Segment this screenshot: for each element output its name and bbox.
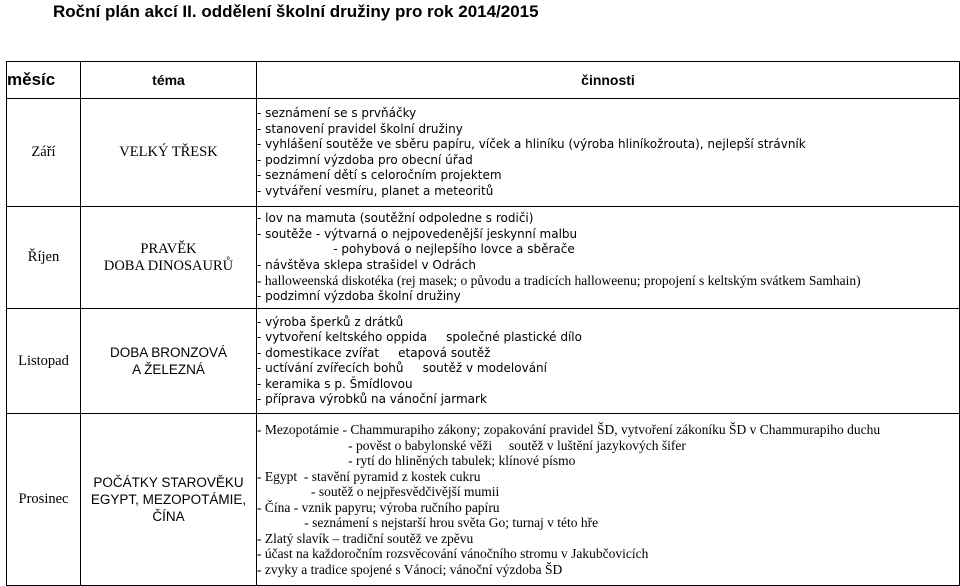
- table-row: [7, 414, 960, 586]
- activity-line: - domestikace zvířat etapová soutěž: [257, 345, 491, 360]
- activity-line: - Čína - vznik papyru; výroba ručního papíru: [257, 499, 500, 515]
- theme-line: PRAVĚK: [140, 240, 197, 257]
- activity-line: - podzimní výzdoba školní družiny: [257, 288, 461, 303]
- theme-cell: [81, 207, 257, 309]
- activity-line: - zvyky a tradice spojené s Vánoci; vánoční výzdoba ŠD: [257, 561, 563, 577]
- header-theme: téma: [81, 62, 257, 99]
- activity-line: - vyhlášení soutěže ve sběru papíru, víček a hliníku (výroba hliníkožrouta), nejlepší strávník: [257, 137, 806, 151]
- header-month: měsíc: [7, 62, 81, 99]
- theme-line: A ŽELEZNÁ: [132, 362, 205, 377]
- theme-line: POČÁTKY STAROVĚKU: [93, 475, 244, 490]
- activity-line: - Egypt - stavění pyramid z kostek cukru: [257, 468, 481, 484]
- table-row: [7, 207, 960, 309]
- activity-line: - Mezopotámie - Chammurapiho zákony; zopakování pravidel ŠD, vytvoření zákoníku ŠD v Chammurapiho duchu: [257, 422, 881, 437]
- theme-cell: [81, 99, 257, 207]
- plan-table: [6, 61, 960, 586]
- activity-line: - stanovení pravidel školní družiny: [257, 121, 463, 136]
- activity-line: - vytvoření keltského oppida společné plastické dílo: [257, 330, 582, 344]
- activity-line: - seznámení se s prvňáčky: [257, 106, 417, 120]
- activity-line: - vytváření vesmíru, planet a meteoritů: [257, 183, 494, 198]
- theme-line: EGYPT, MEZOPOTÁMIE,: [90, 492, 247, 507]
- header-activities: činnosti: [257, 62, 960, 99]
- activities-cell: [257, 309, 960, 414]
- month-cell: Říjen: [7, 207, 81, 309]
- activities-cell: [257, 414, 960, 586]
- activities-cell: [257, 207, 960, 309]
- table-row: [7, 99, 960, 207]
- month-cell: Prosinec: [7, 414, 81, 586]
- activity-line: - návštěva sklepa strašidel v Odrách: [257, 257, 476, 272]
- activity-line: - soutěž o nejpřesvědčivější mumii: [257, 484, 500, 499]
- activity-line: - účast na každoročním rozsvěcování vánočního stromu v Jakubčovicích: [257, 546, 649, 561]
- theme-line: ČÍNA: [152, 509, 185, 524]
- activity-line: - výroba šperků z drátků: [257, 314, 404, 329]
- month-cell: Listopad: [7, 309, 81, 414]
- month-cell: Září: [7, 99, 81, 207]
- activity-line: - soutěže - výtvarná o nejpovedenější jeskynní malbu: [257, 226, 578, 241]
- page-title: Roční plán akcí II. oddělení školní družiny pro rok 2014/2015: [53, 2, 539, 21]
- activity-line: - rytí do hliněných tabulek; klínové písmo: [257, 453, 576, 468]
- activity-line: - Zlatý slavík – tradiční soutěž ve zpěvu: [257, 530, 474, 546]
- theme-line: DOBA DINOSAURŮ: [103, 257, 234, 274]
- activity-line: - podzimní výzdoba pro obecní úřad: [257, 152, 473, 167]
- activity-line: - halloweenská diskotéka (rej masek; o původu a tradicích halloweenu; propojení s keltským svátkem Samhain): [257, 273, 861, 288]
- activity-line: - uctívání zvířecích bohů soutěž v modelování: [257, 361, 547, 375]
- table-row: [7, 309, 960, 414]
- theme-cell: [81, 309, 257, 414]
- theme-line: DOBA BRONZOVÁ: [109, 345, 228, 360]
- activity-line: - pohybová o nejlepšího lovce a sběrače: [257, 242, 575, 256]
- activities-cell: [257, 99, 960, 207]
- activity-line: - lov na mamuta (soutěžní odpoledne s rodiči): [257, 211, 534, 225]
- activity-line: - keramika s p. Šmídlovou: [257, 376, 413, 391]
- activity-line: - seznámení dětí s celoročním projektem: [257, 168, 502, 182]
- theme-line: VELKÝ TŘESK: [119, 144, 218, 160]
- header-row: [7, 62, 960, 99]
- activity-line: - pověst o babylonské věži soutěž v luštění jazykových šifer: [257, 437, 686, 453]
- activity-line: - seznámení s nejstarší hrou světa Go; turnaj v této hře: [257, 515, 599, 530]
- theme-cell: [81, 414, 257, 586]
- activity-line: - příprava výrobků na vánoční jarmark: [257, 392, 487, 406]
